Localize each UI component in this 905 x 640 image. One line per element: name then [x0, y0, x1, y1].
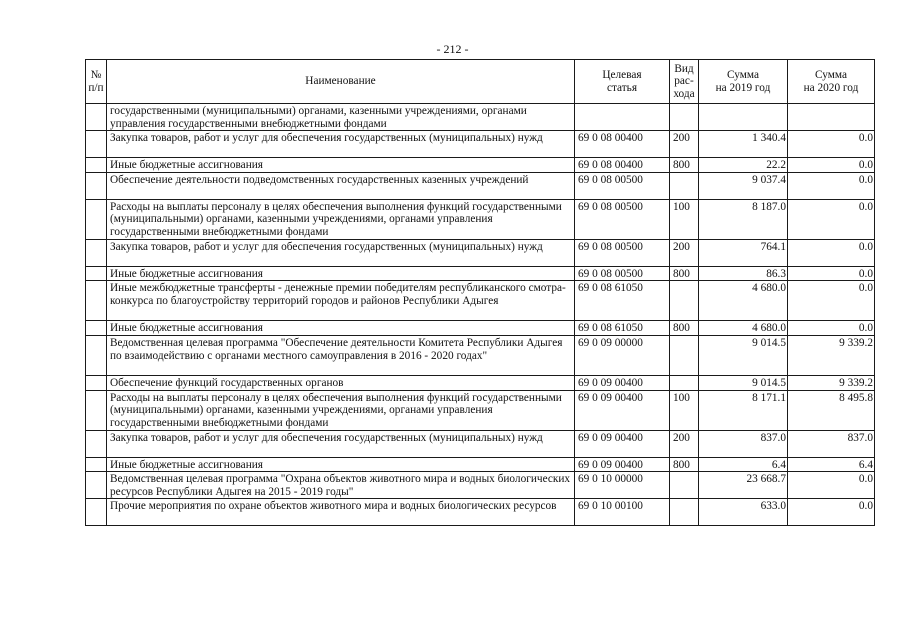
row-sum-2020-cell — [788, 266, 875, 281]
row-sum-2020-cell — [788, 321, 875, 336]
row-number-cell — [86, 335, 107, 375]
row-sum-2019-cell-value: 4 680.0 — [752, 282, 786, 295]
row-code-cell: 69 0 10 00000 — [575, 472, 670, 499]
table-row — [86, 172, 875, 199]
row-sum-2019-cell — [699, 472, 788, 499]
row-number-cell — [86, 172, 107, 199]
row-sum-2020-cell — [788, 390, 875, 430]
row-sum-2019-cell-value: 9 014.5 — [752, 336, 786, 349]
row-sum-2020-cell — [788, 239, 875, 266]
row-sum-2020-cell — [788, 430, 875, 457]
table-row — [86, 199, 875, 239]
row-sum-2019-cell-value: 9 014.5 — [752, 376, 786, 389]
row-sum-2020-cell-value: 9 339.2 — [839, 336, 873, 349]
row-name-cell: Иные бюджетные ассигнования — [107, 158, 575, 173]
row-sum-2020-cell — [788, 499, 875, 526]
budget-table — [85, 59, 875, 526]
row-sum-2019-cell — [699, 104, 788, 131]
row-sum-2019-cell — [699, 390, 788, 430]
table-row — [86, 457, 875, 472]
header-sum-2019: Сумма на 2019 год — [699, 60, 788, 104]
row-sum-2020-cell — [788, 131, 875, 158]
row-name-cell: государственными (муниципальными) органами, казенными учреждениями, органами управления государственными внебюджетными фондами — [107, 104, 575, 131]
row-sum-2019-cell-value: 1 340.4 — [752, 132, 786, 145]
row-sum-2020-cell-value: 8 495.8 — [839, 391, 873, 404]
row-sum-2020-cell — [788, 375, 875, 390]
row-sum-2019-cell — [699, 499, 788, 526]
row-code-cell: 69 0 08 00500 — [575, 239, 670, 266]
table-row — [86, 472, 875, 499]
table-row — [86, 281, 875, 321]
row-kind-cell: 200 — [670, 131, 699, 158]
row-name-cell: Прочие мероприятия по охране объектов животного мира и водных биологических ресурсов — [107, 499, 575, 526]
row-sum-2019-cell — [699, 239, 788, 266]
row-sum-2020-cell-value: 0.0 — [858, 500, 873, 513]
row-kind-cell — [670, 172, 699, 199]
table-row — [86, 390, 875, 430]
row-code-cell — [575, 104, 670, 131]
row-kind-cell: 800 — [670, 321, 699, 336]
row-sum-2019-cell — [699, 457, 788, 472]
row-name-cell: Обеспечение деятельности подведомственных государственных казенных учреждений — [107, 172, 575, 199]
row-sum-2019-cell-value: 764.1 — [760, 240, 786, 253]
row-number-cell — [86, 266, 107, 281]
row-sum-2019-cell-value: 6.4 — [771, 458, 786, 471]
row-code-cell: 69 0 08 00400 — [575, 158, 670, 173]
row-kind-cell — [670, 281, 699, 321]
row-code-cell: 69 0 10 00100 — [575, 499, 670, 526]
row-sum-2020-cell-value: 0.0 — [858, 173, 873, 186]
table-row — [86, 266, 875, 281]
header-kind: Вид рас- хода — [670, 60, 699, 104]
row-name-cell: Иные бюджетные ассигнования — [107, 457, 575, 472]
row-sum-2020-cell-value: 0.0 — [858, 240, 873, 253]
row-number-cell — [86, 131, 107, 158]
row-code-cell: 69 0 08 00400 — [575, 131, 670, 158]
row-kind-cell: 200 — [670, 239, 699, 266]
row-sum-2019-cell — [699, 131, 788, 158]
row-sum-2020-cell-value: 6.4 — [858, 458, 873, 471]
table-header-row — [86, 60, 875, 104]
header-sum-2020: Сумма на 2020 год — [788, 60, 875, 104]
row-sum-2020-cell — [788, 281, 875, 321]
row-name-cell: Иные межбюджетные трансферты - денежные премии победителям республиканского смотра-конкурса по благоустройству территорий городов и районов Республики Адыгея — [107, 281, 575, 321]
row-sum-2019-cell-value: 22.2 — [766, 159, 786, 172]
row-sum-2019-cell-value: 4 680.0 — [752, 322, 786, 335]
row-sum-2020-cell — [788, 457, 875, 472]
row-sum-2019-cell-value: 837.0 — [760, 431, 786, 444]
row-sum-2020-cell — [788, 172, 875, 199]
row-number-cell — [86, 375, 107, 390]
row-number-cell — [86, 472, 107, 499]
row-sum-2019-cell-value: 8 171.1 — [752, 391, 786, 404]
row-sum-2020-cell — [788, 335, 875, 375]
table-row — [86, 158, 875, 173]
row-code-cell: 69 0 08 00500 — [575, 199, 670, 239]
row-sum-2019-cell — [699, 335, 788, 375]
row-name-cell: Закупка товаров, работ и услуг для обеспечения государственных (муниципальных) нужд — [107, 239, 575, 266]
row-number-cell — [86, 158, 107, 173]
row-kind-cell: 200 — [670, 430, 699, 457]
row-code-cell: 69 0 09 00400 — [575, 390, 670, 430]
table-row — [86, 104, 875, 131]
row-sum-2020-cell — [788, 472, 875, 499]
row-code-cell: 69 0 09 00000 — [575, 335, 670, 375]
row-number-cell — [86, 281, 107, 321]
table-row — [86, 335, 875, 375]
row-sum-2019-cell-value: 9 037.4 — [752, 173, 786, 186]
row-kind-cell: 100 — [670, 199, 699, 239]
row-number-cell — [86, 199, 107, 239]
table-row — [86, 499, 875, 526]
row-code-cell: 69 0 08 61050 — [575, 321, 670, 336]
row-code-cell: 69 0 09 00400 — [575, 375, 670, 390]
row-sum-2019-cell — [699, 158, 788, 173]
page-number: - 212 - — [436, 42, 469, 56]
row-code-cell: 69 0 09 00400 — [575, 457, 670, 472]
row-name-cell: Расходы на выплаты персоналу в целях обеспечения выполнения функций государственными (муниципальными) органами, казенными учреждениями, органами управления государственными внебюджетными фондами — [107, 390, 575, 430]
row-sum-2020-cell-value: 0.0 — [858, 282, 873, 295]
row-sum-2019-cell-value: 8 187.0 — [752, 200, 786, 213]
row-sum-2019-cell — [699, 266, 788, 281]
row-kind-cell: 100 — [670, 390, 699, 430]
row-sum-2020-cell-value: 0.0 — [858, 322, 873, 335]
row-kind-cell — [670, 335, 699, 375]
row-name-cell: Ведомственная целевая программа "Охрана объектов животного мира и водных биологических ресурсов Республики Адыгея на 2015 - 2019 годы" — [107, 472, 575, 499]
row-kind-cell: 800 — [670, 266, 699, 281]
row-sum-2019-cell — [699, 281, 788, 321]
row-sum-2019-cell — [699, 375, 788, 390]
table-body — [86, 104, 875, 526]
row-number-cell — [86, 390, 107, 430]
row-sum-2020-cell-value: 0.0 — [858, 132, 873, 145]
row-sum-2020-cell-value: 9 339.2 — [839, 376, 873, 389]
row-sum-2019-cell-value: 86.3 — [766, 267, 786, 280]
table-row — [86, 131, 875, 158]
row-name-cell: Иные бюджетные ассигнования — [107, 321, 575, 336]
header-name: Наименование — [107, 60, 575, 104]
row-sum-2019-cell — [699, 199, 788, 239]
row-code-cell: 69 0 08 00500 — [575, 266, 670, 281]
row-number-cell — [86, 104, 107, 131]
header-code: Целевая статья — [575, 60, 670, 104]
row-kind-cell — [670, 104, 699, 131]
row-sum-2019-cell-value: 633.0 — [760, 500, 786, 513]
row-sum-2019-cell — [699, 172, 788, 199]
row-name-cell: Закупка товаров, работ и услуг для обеспечения государственных (муниципальных) нужд — [107, 430, 575, 457]
row-sum-2020-cell-value: 837.0 — [847, 431, 873, 444]
row-code-cell: 69 0 09 00400 — [575, 430, 670, 457]
row-sum-2019-cell — [699, 321, 788, 336]
row-name-cell: Иные бюджетные ассигнования — [107, 266, 575, 281]
row-sum-2019-cell-value: 23 668.7 — [746, 473, 786, 486]
row-name-cell: Закупка товаров, работ и услуг для обеспечения государственных (муниципальных) нужд — [107, 131, 575, 158]
table-row — [86, 239, 875, 266]
row-sum-2020-cell — [788, 199, 875, 239]
row-sum-2020-cell-value: 0.0 — [858, 200, 873, 213]
row-kind-cell — [670, 472, 699, 499]
row-number-cell — [86, 239, 107, 266]
table-row — [86, 430, 875, 457]
header-num: № п/п — [86, 60, 107, 104]
row-name-cell: Расходы на выплаты персоналу в целях обеспечения выполнения функций государственными (муниципальными) органами, казенными учреждениями, органами управления государственными внебюджетными фондами — [107, 199, 575, 239]
table-row — [86, 375, 875, 390]
row-kind-cell — [670, 375, 699, 390]
row-sum-2020-cell — [788, 104, 875, 131]
row-kind-cell: 800 — [670, 457, 699, 472]
row-kind-cell: 800 — [670, 158, 699, 173]
row-kind-cell — [670, 499, 699, 526]
row-number-cell — [86, 457, 107, 472]
row-name-cell: Ведомственная целевая программа "Обеспечение деятельности Комитета Республики Адыгея по взаимодействию с органами местного самоуправления в 2016 - 2020 годах" — [107, 335, 575, 375]
row-number-cell — [86, 430, 107, 457]
row-code-cell: 69 0 08 61050 — [575, 281, 670, 321]
row-name-cell: Обеспечение функций государственных органов — [107, 375, 575, 390]
table-row — [86, 321, 875, 336]
row-sum-2020-cell-value: 0.0 — [858, 473, 873, 486]
row-sum-2020-cell — [788, 158, 875, 173]
row-sum-2020-cell-value: 0.0 — [858, 267, 873, 280]
row-sum-2019-cell — [699, 430, 788, 457]
row-number-cell — [86, 321, 107, 336]
row-code-cell: 69 0 08 00500 — [575, 172, 670, 199]
row-number-cell — [86, 499, 107, 526]
row-sum-2020-cell-value: 0.0 — [858, 159, 873, 172]
